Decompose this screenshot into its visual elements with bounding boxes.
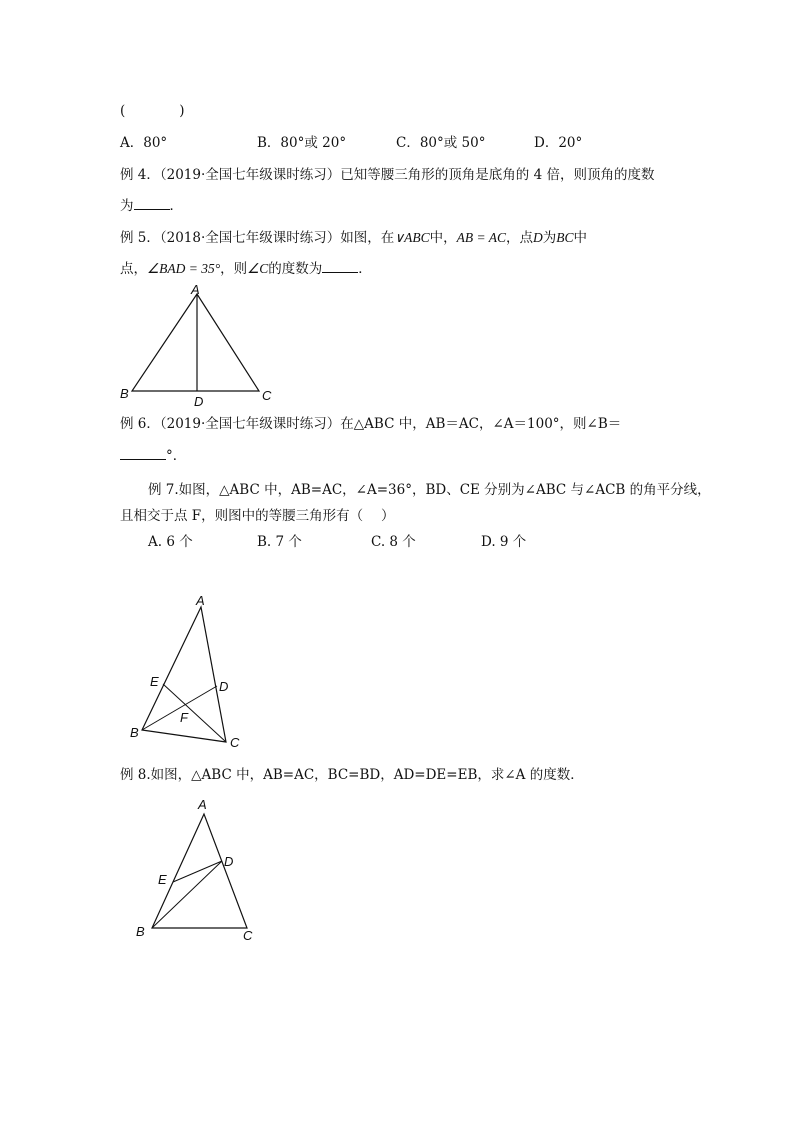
ex5-text: 中， [429, 230, 457, 246]
ex5-label-c: C [262, 388, 272, 403]
ex5-prefix: 例 5．（2018·全国七年级课时练习）如图，在 [120, 230, 395, 246]
ex5-answer-blank [322, 260, 358, 273]
ex7-line1: 例 7.如图，△ABC 中，AB=AC，∠A=36°，BD、CE 分别为∠ABC 与∠ACB 的角平分线， [148, 482, 711, 498]
ex7-label-f: F [180, 710, 188, 725]
ex7-label-e: E [150, 674, 159, 689]
ex6-suffix: °． [166, 448, 187, 464]
ex5-triangle-abc [132, 294, 259, 391]
q3-option-c: C．80°或 50° [396, 135, 486, 151]
ex5-line2 [120, 260, 372, 278]
ex5-text: 点， [120, 261, 147, 277]
ex5-text: ，点 [506, 230, 534, 246]
ex5-text: ，则 [220, 261, 248, 277]
ex7-line2: 且相交于点 F，则图中的等腰三角形有（ ） [120, 508, 395, 524]
ex8-segment-de [173, 861, 222, 882]
q3-option-d: D．20° [534, 135, 583, 151]
q3-option-a: A．80° [120, 135, 168, 151]
ex5-figure [110, 282, 290, 412]
ex7-label-c: C [230, 735, 240, 750]
ex4-line2-suffix: ． [169, 198, 183, 214]
ex5-line1 [120, 229, 587, 247]
ex5-angle-c: ∠C [247, 261, 269, 276]
ex8-label-a: A [198, 797, 207, 812]
ex5-point-d: D [533, 230, 543, 245]
ex4-line2-prefix: 为 [120, 198, 134, 214]
ex8-label-d: D [224, 854, 234, 869]
ex7-option-a: A. 6 个 [148, 534, 193, 550]
ex5-text: 的度数为 [268, 261, 323, 277]
ex7-label-d: D [219, 679, 229, 694]
ex6-answer-blank [120, 447, 166, 460]
ex5-label-a: A [191, 282, 200, 297]
ex7-figure [120, 585, 260, 755]
ex7-option-c: C. 8 个 [371, 534, 416, 550]
ex5-triangle: ∨ABC [394, 230, 430, 245]
ex6-line2 [120, 447, 186, 465]
ex5-label-b: B [120, 386, 129, 401]
ex7-option-b: B. 7 个 [257, 534, 302, 550]
ex5-text: ． [358, 261, 372, 277]
q3-answer-paren: ( ) [120, 103, 185, 119]
ex8-line1: 例 8.如图，△ABC 中，AB=AC，BC=BD，AD=DE=EB，求∠A 的度数． [120, 767, 584, 783]
ex4-line1: 例 4．（2019·全国七年级课时练习）已知等腰三角形的顶角是底角的 4 倍，则顶角的度数 [120, 167, 655, 183]
ex8-label-b: B [136, 924, 145, 939]
ex8-label-e: E [158, 872, 167, 887]
ex5-angle-bad: ∠BAD = 35° [147, 261, 221, 276]
ex7-label-b: B [130, 725, 139, 740]
ex5-text: 为 [542, 230, 557, 246]
ex8-figure [125, 790, 275, 950]
ex5-segment-bc: BC [556, 230, 574, 245]
ex8-label-c: C [243, 928, 253, 943]
ex4-answer-blank [134, 197, 170, 210]
ex7-label-a: A [196, 593, 205, 608]
ex4-line2 [120, 197, 183, 215]
ex5-label-d: D [194, 394, 204, 409]
q3-option-b: B．80°或 20° [257, 135, 347, 151]
ex5-equation: AB = AC [456, 230, 507, 245]
ex6-line1: 例 6．（2019·全国七年级课时练习）在△ABC 中，AB＝AC，∠A＝100°，则∠B＝ [120, 416, 622, 432]
ex5-text: 中 [573, 230, 588, 246]
ex7-option-d: D. 9 个 [481, 534, 527, 550]
